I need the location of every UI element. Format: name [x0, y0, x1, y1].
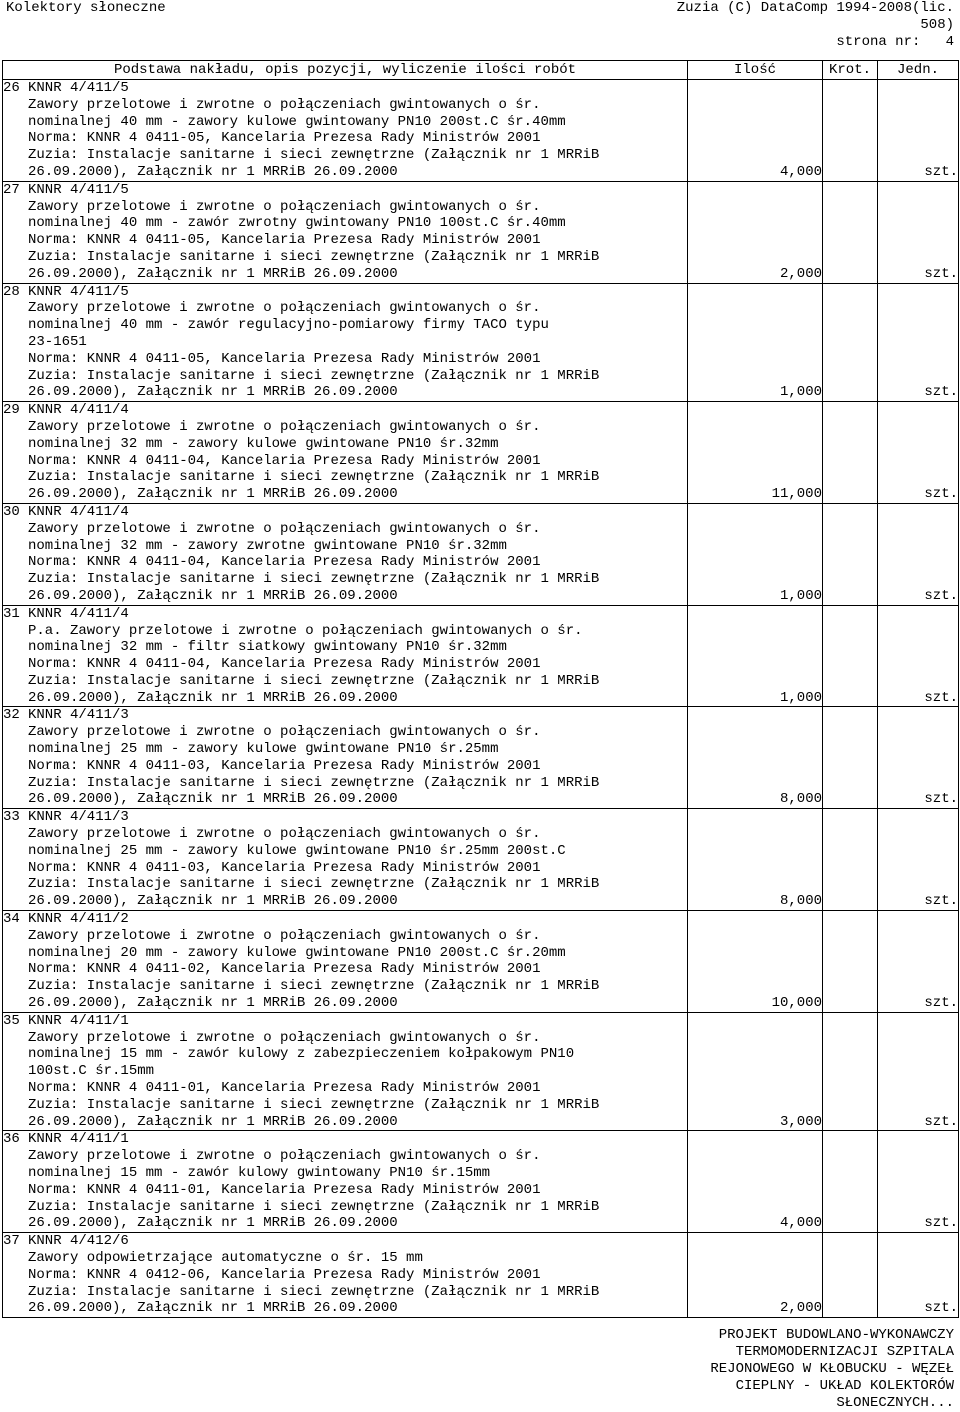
item-quantity: 4,000 [688, 80, 823, 182]
item-unit: szt. [878, 911, 959, 1013]
item-multiplier [823, 1012, 878, 1131]
item-text-line: 26.09.2000), Załącznik nr 1 MRRiB 26.09.2000 [28, 265, 398, 282]
item-quantity: 3,000 [688, 1012, 823, 1131]
item-unit: szt. [878, 1131, 959, 1233]
item-text-line: 26.09.2000), Załącznik nr 1 MRRiB 26.09.2000 [28, 163, 398, 180]
item-text-line: 26.09.2000), Załącznik nr 1 MRRiB 26.09.2000 [28, 893, 398, 910]
column-header-multiplier: Krot. [823, 61, 878, 80]
item-text-line: Zuzia: Instalacje sanitarne i sieci zewnętrzne (Załącznik nr 1 MRRiB [28, 147, 600, 164]
item-code: KNNR 4/411/5 [28, 283, 129, 300]
item-header-line [3, 911, 687, 928]
item-number: 36 [3, 1131, 20, 1148]
item-number: 30 [3, 503, 20, 520]
item-text-line: nominalnej 20 mm - zawory kulowe gwintowane PN10 200st.C śr.20mm [28, 944, 566, 961]
cost-estimate-table [2, 60, 959, 1318]
item-text-line: Zawory przelotowe i zwrotne o połączeniach gwintowanych o śr. [28, 1029, 541, 1046]
table-body [3, 80, 959, 1318]
item-unit: szt. [878, 605, 959, 707]
item-text-line: Zuzia: Instalacje sanitarne i sieci zewnętrzne (Załącznik nr 1 MRRiB [28, 571, 600, 588]
item-quantity: 1,000 [688, 605, 823, 707]
item-code: KNNR 4/411/1 [28, 1012, 129, 1029]
item-quantity: 2,000 [688, 181, 823, 283]
item-multiplier [823, 1131, 878, 1233]
item-unit: szt. [878, 1233, 959, 1318]
item-text-line: 26.09.2000), Załącznik nr 1 MRRiB 26.09.2000 [28, 384, 398, 401]
item-description [3, 402, 688, 504]
table-row [3, 809, 959, 911]
item-text-line: 26.09.2000), Załącznik nr 1 MRRiB 26.09.2000 [28, 1215, 398, 1232]
item-text-line: 26.09.2000), Załącznik nr 1 MRRiB 26.09.2000 [28, 1113, 398, 1130]
item-description [3, 80, 688, 182]
item-text-line: nominalnej 25 mm - zawory kulowe gwintowane PN10 śr.25mm 200st.C [28, 842, 566, 859]
table-row [3, 283, 959, 402]
item-text-line: Norma: KNNR 4 0411-05, Kancelaria Prezesa Rady Ministrów 2001 [28, 350, 541, 367]
item-quantity: 1,000 [688, 503, 823, 605]
item-text-line: Zuzia: Instalacje sanitarne i sieci zewnętrzne (Załącznik nr 1 MRRiB [28, 1283, 600, 1300]
item-header-line [3, 707, 687, 724]
item-text-line: Zawory przelotowe i zwrotne o połączeniach gwintowanych o śr. [28, 826, 541, 843]
project-title-footer [710, 1327, 954, 1412]
item-text-line: Norma: KNNR 4 0411-01, Kancelaria Prezesa Rady Ministrów 2001 [28, 1080, 541, 1097]
item-text-line: Norma: KNNR 4 0411-05, Kancelaria Prezesa Rady Ministrów 2001 [28, 130, 541, 147]
item-code: KNNR 4/411/3 [28, 809, 129, 826]
item-header-line [3, 1233, 687, 1250]
item-text-line: nominalnej 32 mm - zawory zwrotne gwintowane PN10 śr.32mm [28, 537, 507, 554]
table-row [3, 402, 959, 504]
item-unit: szt. [878, 80, 959, 182]
item-description [3, 181, 688, 283]
column-header-description: Podstawa nakładu, opis pozycji, wyliczenie ilości robót [3, 61, 688, 80]
item-text-line: Zawory przelotowe i zwrotne o połączeniach gwintowanych o śr. [28, 520, 541, 537]
item-text-line: Zawory przelotowe i zwrotne o połączeniach gwintowanych o śr. [28, 724, 541, 741]
item-quantity: 11,000 [688, 402, 823, 504]
footer-line: REJONOWEGO W KŁOBUCKU - WĘZEŁ [710, 1361, 954, 1377]
item-text-line: 26.09.2000), Załącznik nr 1 MRRiB 26.09.2000 [28, 791, 398, 808]
item-multiplier [823, 402, 878, 504]
item-quantity: 10,000 [688, 911, 823, 1013]
item-code: KNNR 4/411/4 [28, 503, 129, 520]
item-description [3, 605, 688, 707]
footer-line: TERMOMODERNIZACJI SZPITALA [735, 1344, 954, 1360]
item-text-line: P.a. Zawory przelotowe i zwrotne o połączeniach gwintowanych o śr. [28, 622, 583, 639]
item-code: KNNR 4/411/4 [28, 605, 129, 622]
page-number: 4 [945, 34, 954, 50]
item-code: KNNR 4/411/2 [28, 911, 129, 928]
item-unit: szt. [878, 809, 959, 911]
license-info: 508) [920, 17, 954, 33]
item-code: KNNR 4/411/5 [28, 181, 129, 198]
item-text-line: Zuzia: Instalacje sanitarne i sieci zewnętrzne (Załącznik nr 1 MRRiB [28, 367, 600, 384]
table-row [3, 1233, 959, 1318]
item-number: 31 [3, 605, 20, 622]
item-header-line [3, 1131, 687, 1148]
item-unit: szt. [878, 181, 959, 283]
item-header-line [3, 809, 687, 826]
item-text-line: Norma: KNNR 4 0411-03, Kancelaria Prezesa Rady Ministrów 2001 [28, 757, 541, 774]
item-number: 32 [3, 707, 20, 724]
item-text-line: 26.09.2000), Załącznik nr 1 MRRiB 26.09.2000 [28, 587, 398, 604]
item-description [3, 1012, 688, 1131]
item-text-line: Zawory przelotowe i zwrotne o połączeniach gwintowanych o śr. [28, 418, 541, 435]
item-header-line [3, 1013, 687, 1030]
column-header-unit: Jedn. [878, 61, 959, 80]
item-text-line: 26.09.2000), Załącznik nr 1 MRRiB 26.09.2000 [28, 689, 398, 706]
item-text-line: nominalnej 40 mm - zawory kulowe gwintowany PN10 200st.C śr.40mm [28, 113, 566, 130]
page-number-line [677, 34, 954, 51]
item-quantity: 8,000 [688, 707, 823, 809]
item-description [3, 1233, 688, 1318]
item-text-line: Zuzia: Instalacje sanitarne i sieci zewnętrzne (Załącznik nr 1 MRRiB [28, 876, 600, 893]
item-text-line: Norma: KNNR 4 0411-03, Kancelaria Prezesa Rady Ministrów 2001 [28, 859, 541, 876]
item-text-line: nominalnej 40 mm - zawór zwrotny gwintowany PN10 100st.C śr.40mm [28, 215, 566, 232]
item-code: KNNR 4/411/5 [28, 80, 129, 96]
item-number: 27 [3, 181, 20, 198]
item-text-line: Zawory odpowietrzające automatyczne o śr. 15 mm [28, 1249, 423, 1266]
footer-line: SŁONECZNYCH... [836, 1395, 954, 1411]
item-text-line: Norma: KNNR 4 0411-04, Kancelaria Prezesa Rady Ministrów 2001 [28, 554, 541, 571]
item-multiplier [823, 911, 878, 1013]
table-row [3, 1131, 959, 1233]
item-description [3, 911, 688, 1013]
item-description [3, 283, 688, 402]
item-text-line: Zuzia: Instalacje sanitarne i sieci zewnętrzne (Załącznik nr 1 MRRiB [28, 469, 600, 486]
item-multiplier [823, 809, 878, 911]
table-row [3, 605, 959, 707]
item-header-line [3, 182, 687, 199]
table-row [3, 911, 959, 1013]
item-text-line: Zawory przelotowe i zwrotne o połączeniach gwintowanych o śr. [28, 1148, 541, 1165]
footer-line: PROJEKT BUDOWLANO-WYKONAWCZY [718, 1327, 954, 1343]
footer-line: CIEPLNY - UKŁAD KOLEKTORÓW [735, 1378, 954, 1394]
item-text-line: Zuzia: Instalacje sanitarne i sieci zewnętrzne (Załącznik nr 1 MRRiB [28, 978, 600, 995]
item-multiplier [823, 503, 878, 605]
item-text-line: 26.09.2000), Załącznik nr 1 MRRiB 26.09.2000 [28, 486, 398, 503]
item-unit: szt. [878, 283, 959, 402]
item-text-line: Zuzia: Instalacje sanitarne i sieci zewnętrzne (Załącznik nr 1 MRRiB [28, 774, 600, 791]
item-text-line: nominalnej 25 mm - zawory kulowe gwintowane PN10 śr.25mm [28, 741, 499, 758]
item-text-line: Zuzia: Instalacje sanitarne i sieci zewnętrzne (Załącznik nr 1 MRRiB [28, 672, 600, 689]
item-text-line: nominalnej 40 mm - zawór regulacyjno-pomiarowy firmy TACO typu [28, 317, 549, 334]
item-multiplier [823, 605, 878, 707]
item-quantity: 1,000 [688, 283, 823, 402]
item-multiplier [823, 707, 878, 809]
item-text-line: Zuzia: Instalacje sanitarne i sieci zewnętrzne (Załącznik nr 1 MRRiB [28, 1096, 600, 1113]
item-multiplier [823, 181, 878, 283]
item-header-line [3, 80, 687, 97]
item-text-line: 100st.C śr.15mm [28, 1063, 155, 1080]
document-header-info [677, 0, 954, 51]
item-multiplier [823, 80, 878, 182]
item-text-line: nominalnej 15 mm - zawór kulowy gwintowany PN10 śr.15mm [28, 1165, 491, 1181]
item-multiplier [823, 283, 878, 402]
item-unit: szt. [878, 707, 959, 809]
table-row [3, 1012, 959, 1131]
item-text-line: Zuzia: Instalacje sanitarne i sieci zewnętrzne (Załącznik nr 1 MRRiB [28, 248, 600, 265]
item-quantity: 2,000 [688, 1233, 823, 1318]
item-code: KNNR 4/411/3 [28, 707, 129, 724]
item-number: 37 [3, 1233, 20, 1250]
item-text-line: Zawory przelotowe i zwrotne o połączeniach gwintowanych o śr. [28, 300, 541, 317]
table-row [3, 80, 959, 182]
table-row [3, 503, 959, 605]
item-header-line [3, 606, 687, 623]
item-description [3, 707, 688, 809]
item-text-line: 26.09.2000), Załącznik nr 1 MRRiB 26.09.2000 [28, 1300, 398, 1317]
item-text-line: Zawory przelotowe i zwrotne o połączeniach gwintowanych o śr. [28, 96, 541, 113]
item-quantity: 8,000 [688, 809, 823, 911]
item-description [3, 809, 688, 911]
column-header-quantity: Ilość [688, 61, 823, 80]
item-text-line: nominalnej 15 mm - zawór kulowy z zabezpieczeniem kołpakowym PN10 [28, 1046, 575, 1063]
item-number: 35 [3, 1012, 20, 1029]
item-number: 34 [3, 911, 20, 928]
table-header-row [3, 61, 959, 80]
table-row [3, 707, 959, 809]
item-number: 26 [3, 80, 20, 96]
item-text-line: Norma: KNNR 4 0412-06, Kancelaria Prezesa Rady Ministrów 2001 [28, 1266, 541, 1283]
item-text-line: Norma: KNNR 4 0411-05, Kancelaria Prezesa Rady Ministrów 2001 [28, 232, 541, 249]
item-text-line: nominalnej 32 mm - zawory kulowe gwintowane PN10 śr.32mm [28, 435, 499, 452]
item-code: KNNR 4/412/6 [28, 1233, 129, 1250]
item-header-line [3, 402, 687, 419]
page-label: strona nr: [836, 34, 921, 50]
document-title: Kolektory słoneczne [6, 0, 166, 16]
item-description [3, 1131, 688, 1233]
item-text-line: 26.09.2000), Załącznik nr 1 MRRiB 26.09.2000 [28, 995, 398, 1012]
item-description [3, 503, 688, 605]
item-header-line [3, 284, 687, 301]
item-header-line [3, 504, 687, 521]
item-code: KNNR 4/411/1 [28, 1131, 129, 1148]
item-text-line: Norma: KNNR 4 0411-01, Kancelaria Prezesa Rady Ministrów 2001 [28, 1181, 541, 1198]
item-multiplier [823, 1233, 878, 1318]
item-text-line: 23-1651 [28, 333, 87, 350]
item-text-line: Zuzia: Instalacje sanitarne i sieci zewnętrzne (Załącznik nr 1 MRRiB [28, 1198, 600, 1215]
software-info: Zuzia (C) DataComp 1994-2008(lic. [676, 0, 954, 16]
table-row [3, 181, 959, 283]
item-unit: szt. [878, 1012, 959, 1131]
item-text-line: Norma: KNNR 4 0411-04, Kancelaria Prezesa Rady Ministrów 2001 [28, 656, 541, 673]
item-number: 33 [3, 809, 20, 826]
item-text-line: Norma: KNNR 4 0411-02, Kancelaria Prezesa Rady Ministrów 2001 [28, 961, 541, 978]
item-unit: szt. [878, 402, 959, 504]
item-text-line: Zawory przelotowe i zwrotne o połączeniach gwintowanych o śr. [28, 198, 541, 215]
item-code: KNNR 4/411/4 [28, 402, 129, 419]
item-text-line: Norma: KNNR 4 0411-04, Kancelaria Prezesa Rady Ministrów 2001 [28, 452, 541, 469]
item-text-line: Zawory przelotowe i zwrotne o połączeniach gwintowanych o śr. [28, 927, 541, 944]
item-number: 29 [3, 402, 20, 419]
item-unit: szt. [878, 503, 959, 605]
item-text-line: nominalnej 32 mm - filtr siatkowy gwintowany PN10 śr.32mm [28, 639, 507, 656]
item-quantity: 4,000 [688, 1131, 823, 1233]
item-number: 28 [3, 283, 20, 300]
